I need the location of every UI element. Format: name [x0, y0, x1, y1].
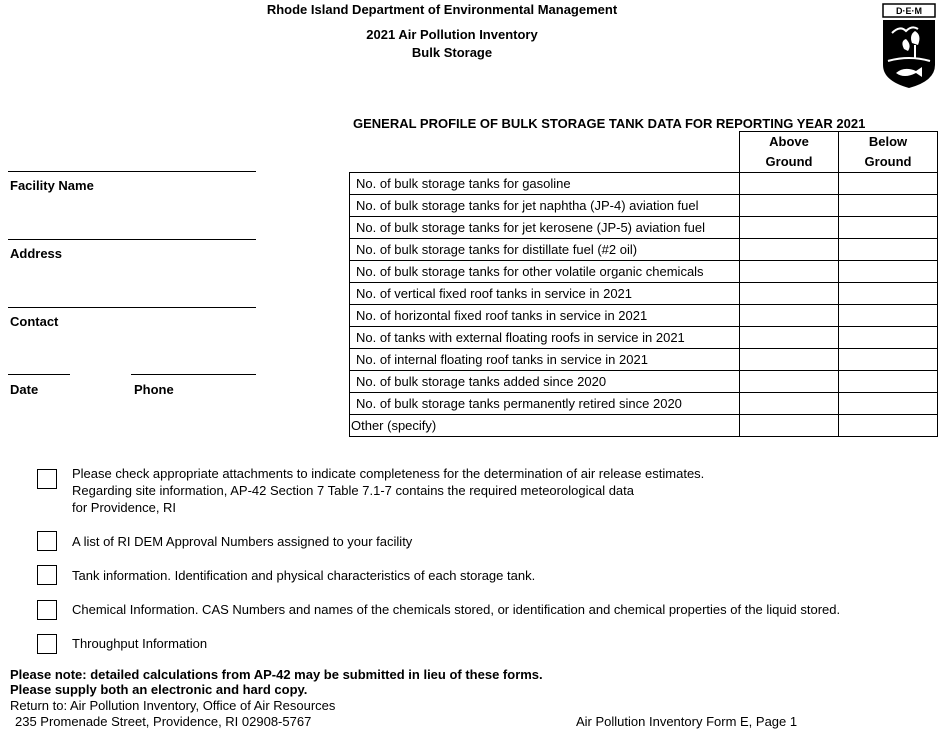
table-row — [350, 327, 938, 349]
attachments-intro-line3: for Providence, RI — [72, 500, 177, 515]
logo-text: D·E·M — [896, 6, 922, 16]
above-ground-input[interactable] — [740, 283, 839, 305]
table-row — [350, 349, 938, 371]
approval-numbers-label: A list of RI DEM Approval Numbers assigned to your facility — [72, 534, 413, 549]
below-ground-input[interactable] — [839, 349, 938, 371]
note-electronic-hard-copy: Please supply both an electronic and hard copy. — [10, 682, 308, 697]
date-label: Date — [10, 382, 39, 397]
above-ground-input[interactable] — [740, 305, 839, 327]
attachments-intro-checkbox[interactable] — [37, 469, 57, 489]
facility-name-line — [8, 171, 256, 172]
above-ground-input[interactable] — [740, 393, 839, 415]
row-label: No. of bulk storage tanks permanently retired since 2020 — [350, 393, 740, 415]
form-page-id: Air Pollution Inventory Form E, Page 1 — [576, 714, 798, 729]
profile-title: GENERAL PROFILE OF BULK STORAGE TANK DATA FOR REPORTING YEAR 2021 — [353, 116, 866, 131]
address-line — [8, 239, 256, 240]
phone-line — [131, 374, 256, 375]
table-row — [350, 415, 938, 437]
tank-information-checkbox[interactable] — [37, 565, 57, 585]
below-ground-input[interactable] — [839, 239, 938, 261]
row-label: No. of bulk storage tanks for other volatile organic chemicals — [350, 261, 740, 283]
row-label: No. of horizontal fixed roof tanks in service in 2021 — [350, 305, 740, 327]
above-ground-input[interactable] — [740, 217, 839, 239]
below-line1: Below — [868, 134, 908, 149]
row-label: No. of bulk storage tanks for gasoline — [350, 173, 740, 195]
column-header-above-ground — [740, 132, 839, 173]
dem-seal-icon — [882, 3, 936, 89]
below-line2: Ground — [864, 154, 912, 169]
below-ground-input[interactable] — [839, 261, 938, 283]
below-ground-input[interactable] — [839, 371, 938, 393]
above-line1: Above — [769, 134, 809, 149]
above-ground-input[interactable] — [740, 349, 839, 371]
form-title: 2021 Air Pollution Inventory — [366, 27, 538, 42]
table-header-blank — [350, 132, 740, 173]
below-ground-input[interactable] — [839, 283, 938, 305]
agency-name: Rhode Island Department of Environmental Management — [266, 2, 618, 17]
row-label: No. of internal floating roof tanks in service in 2021 — [350, 349, 740, 371]
row-label: No. of vertical fixed roof tanks in service in 2021 — [350, 283, 740, 305]
above-ground-input[interactable] — [740, 195, 839, 217]
contact-label: Contact — [10, 314, 59, 329]
date-line — [8, 374, 70, 375]
table-row — [350, 173, 938, 195]
table-row — [350, 239, 938, 261]
below-ground-input[interactable] — [839, 217, 938, 239]
attachments-intro-line1: Please check appropriate attachments to indicate completeness for the determination of air release estimates. — [72, 466, 705, 481]
table-row — [350, 217, 938, 239]
table-row — [350, 371, 938, 393]
tank-information-label: Tank information. Identification and physical characteristics of each storage tank. — [72, 568, 536, 583]
table-row — [350, 305, 938, 327]
throughput-information-checkbox[interactable] — [37, 634, 57, 654]
below-ground-input[interactable] — [839, 305, 938, 327]
row-label: No. of bulk storage tanks added since 2020 — [350, 371, 740, 393]
column-header-below-ground — [839, 132, 938, 173]
row-label: No. of bulk storage tanks for jet naphtha (JP-4) aviation fuel — [350, 195, 740, 217]
above-ground-input[interactable] — [740, 239, 839, 261]
tank-data-table — [349, 131, 938, 437]
throughput-information-label: Throughput Information — [72, 636, 208, 651]
phone-label: Phone — [134, 382, 174, 397]
facility-name-label: Facility Name — [10, 178, 94, 193]
above-ground-input[interactable] — [740, 327, 839, 349]
below-ground-input[interactable] — [839, 173, 938, 195]
dem-logo — [882, 3, 936, 89]
row-label: No. of bulk storage tanks for distillate fuel (#2 oil) — [350, 239, 740, 261]
above-line2: Ground — [765, 154, 813, 169]
row-label: No. of tanks with external floating roofs in service in 2021 — [350, 327, 740, 349]
row-label: No. of bulk storage tanks for jet kerosene (JP-5) aviation fuel — [350, 217, 740, 239]
chemical-information-checkbox[interactable] — [37, 600, 57, 620]
below-ground-input[interactable] — [839, 327, 938, 349]
above-ground-input[interactable] — [740, 173, 839, 195]
below-ground-input[interactable] — [839, 415, 938, 437]
return-to-line: Return to: Air Pollution Inventory, Office of Air Resources — [10, 698, 336, 713]
chemical-information-label: Chemical Information. CAS Numbers and names of the chemicals stored, or identification and chemical properties of the liquid stored. — [72, 602, 841, 617]
above-ground-input[interactable] — [740, 371, 839, 393]
table-row — [350, 195, 938, 217]
above-ground-input[interactable] — [740, 261, 839, 283]
address-label: Address — [10, 246, 63, 261]
row-label: Other (specify) — [350, 415, 740, 437]
return-address-line: 235 Promenade Street, Providence, RI 02908-5767 — [15, 714, 312, 729]
form-subtitle: Bulk Storage — [411, 45, 493, 60]
below-ground-input[interactable] — [839, 393, 938, 415]
contact-line — [8, 307, 256, 308]
approval-numbers-checkbox[interactable] — [37, 531, 57, 551]
above-ground-input[interactable] — [740, 415, 839, 437]
attachments-intro-line2: Regarding site information, AP-42 Section 7 Table 7.1-7 contains the required meteorological data — [72, 483, 634, 498]
table-row — [350, 283, 938, 305]
note-calculations: Please note: detailed calculations from AP-42 may be submitted in lieu of these forms. — [10, 667, 543, 682]
below-ground-input[interactable] — [839, 195, 938, 217]
table-row — [350, 261, 938, 283]
table-row — [350, 393, 938, 415]
